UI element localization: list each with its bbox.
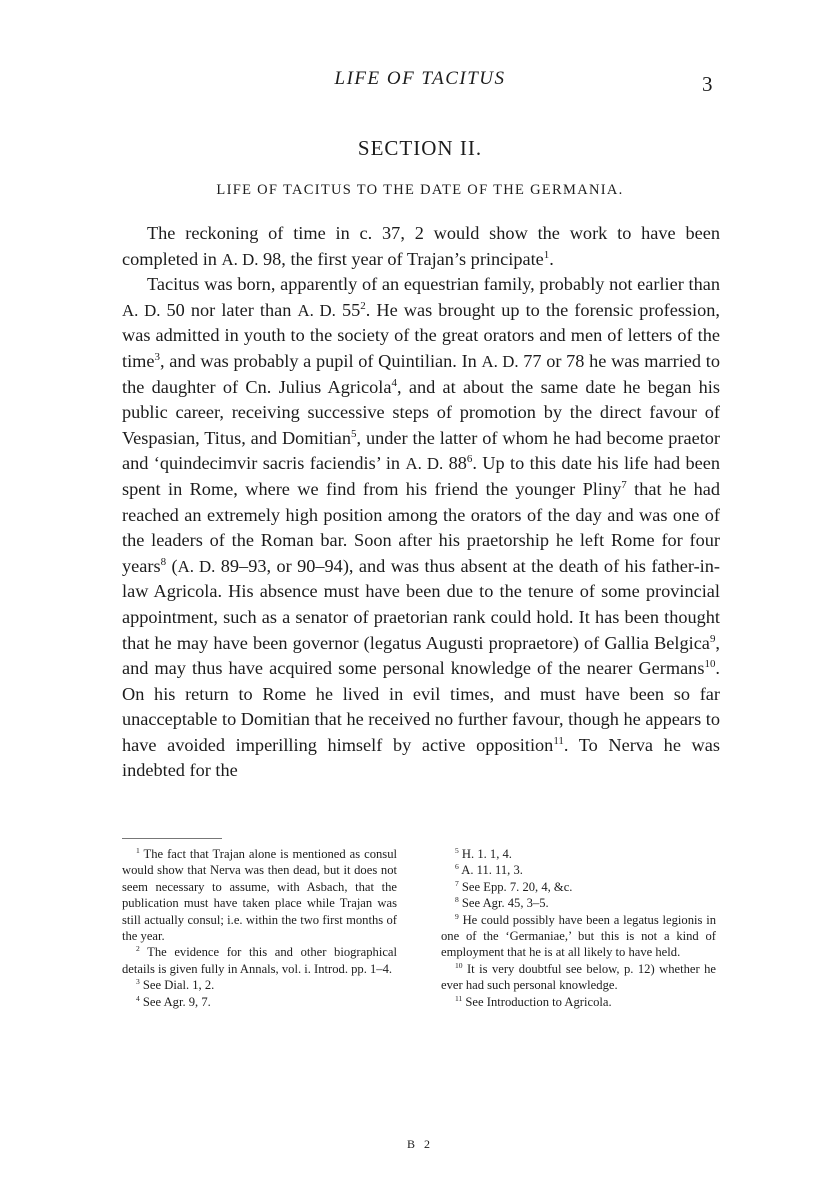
footnote-ref: 8 — [160, 555, 167, 568]
footnote-ref: 7 — [621, 478, 627, 491]
footnotes-left-column — [122, 846, 397, 1010]
page-number: 3 — [702, 72, 713, 96]
footnote-ref: 11 — [553, 734, 564, 747]
era-abbrev: A. D. — [177, 556, 216, 576]
paragraph-1: The reckoning of time in c. 37, 2 would show the work to have been completed in A. D. 98, the first year of Trajan’s principate$^1$. — [122, 223, 720, 269]
footnote-10: $^{10}$ It is very doubtful see below, p. 12) whether he ever had such personal knowledge. — [441, 960, 716, 993]
era-abbrev: A. D. — [405, 454, 444, 474]
running-title: LIFE OF TACITUS — [334, 68, 506, 89]
footnote-1: $^1$ The fact that Trajan alone is mentioned as consul would show that Nerva was then dead, but it does not seem necessary to assume, with Asbach, that the publication must have taken place while Trajan was still actually consul; i.e. within the two first months of the year. — [122, 845, 397, 944]
footnote-9: $^9$ He could possibly have been a legatus legionis in one of the ‘Germaniae,’ but this is not a kind of employment that he is at all likely to have held. — [441, 911, 716, 960]
section-subtitle: LIFE OF TACITUS TO THE DATE OF THE GERMANIA. — [216, 182, 624, 198]
footnote-ref: 1 — [543, 248, 550, 261]
footnote-ref: 9 — [709, 632, 716, 645]
paragraph-2: Tacitus was born, apparently of an equestrian family, probably not earlier than A. D. 50 nor later than A. D. $55^2$. He was brought up to the forensic profession, was admitted in youth to the society of the great orators and men of letters of the time$^3$, and was probably a pupil of Quintilian. In A. D. 77 or 78 he was married to the daughter of Cn. Julius Agricola$^4$, and at about the same date he began his public career, receiving successive steps of promotion by the direct favour of Vespasian, Titus, and Domitian$^5$, under the latter of whom he had become praetor and ‘quindecimvir sacris faciendis’ in A. D. $88^6$. Up to this date his life had been spent in Rome, where we find from his friend the younger Pliny$^7$ that he had reached an extremely high position among the orators of the day and was one of the leaders of the Roman bar. Soon after his praetorship he left Rome for four years$^8$ (A. D. 89–93, or 90–94), and was thus absent at the death of his father-in-law Agricola. His absence must have been due to the tenure of some provincial appointment, such as a senator of praetorian rank could hold. It has been thought that he may have been governor (legatus Augusti propraetore) of Gallia Belgica$^9$, and may thus have acquired some personal knowledge of the nearer Germans$^{10}$. On his return to Rome he lived in evil times, and must have been so far unacceptable to Domitian that he received no further favour, though he appears to have avoided imperilling himself by active opposition$^{11}$. To Nerva he was indebted for the — [122, 274, 721, 781]
footnote-11: $^{11}$ See Introduction to Agricola. — [455, 993, 612, 1009]
era-abbrev: A. D. — [481, 351, 519, 371]
footnote-5: $^5$ H. 1. 1, 4. — [455, 845, 512, 861]
section-title: SECTION II. — [357, 136, 483, 160]
footnote-ref: 6 — [466, 453, 473, 466]
footnote-8: $^8$ See Agr. 45, 3–5. — [455, 895, 549, 911]
footnote-2: $^2$ The evidence for this and other biographical details is given fully in Annals, vol. i. Introd. pp. 1–4. — [122, 944, 397, 976]
footnote-4: $^4$ See Agr. 9, 7. — [136, 993, 211, 1009]
era-abbrev: A. D. — [122, 300, 161, 320]
era-abbrev: A. D. — [221, 249, 259, 269]
footnote-ref: 2 — [360, 299, 366, 312]
footnote-ref: 4 — [391, 376, 397, 389]
era-abbrev: A. D. — [297, 300, 336, 320]
main-text — [122, 221, 720, 784]
footnotes-right-column — [441, 846, 716, 1010]
footnote-ref: 3 — [154, 350, 160, 363]
footnote-7: $^7$ See Epp. 7. 20, 4, &c. — [455, 878, 573, 894]
footnote-rule — [122, 838, 222, 839]
footnote-3: $^3$ See Dial. 1, 2. — [136, 977, 215, 993]
signature-mark: B 2 — [406, 1137, 433, 1151]
footnote-ref: 10 — [704, 658, 716, 670]
footnote-ref: 5 — [351, 427, 357, 440]
footnote-6: $^6$ A. 11. 11, 3. — [455, 862, 523, 878]
